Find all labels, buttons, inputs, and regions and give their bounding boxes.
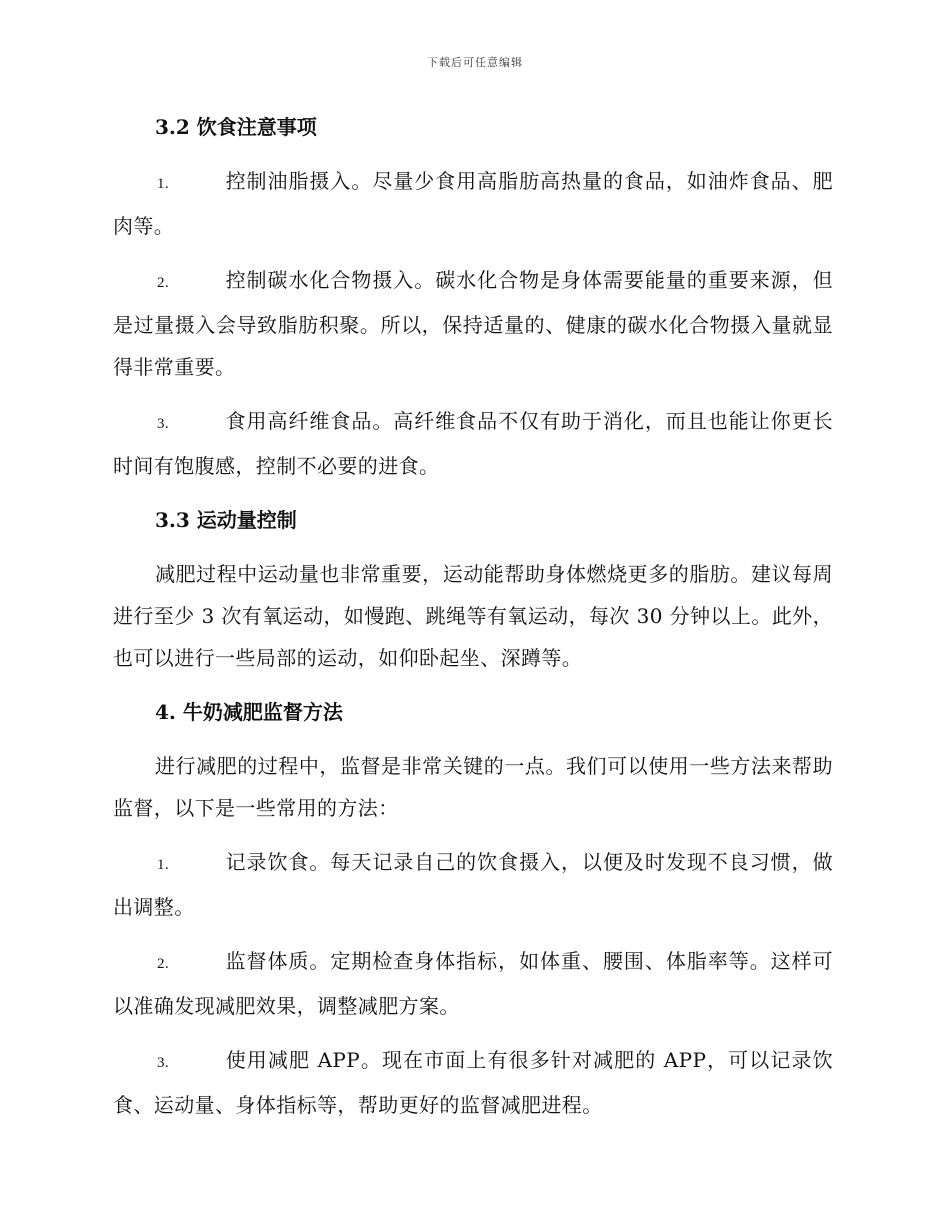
list-text: 使用减肥 APP。现在市面上有很多针对减肥的 APP，可以记录饮食、运动量、身体指标等，帮助更好的监督减肥进程。 [113, 1048, 833, 1117]
list-item [113, 841, 833, 928]
list-item [113, 259, 833, 388]
list-text: 控制碳水化合物摄入。碳水化合物是身体需要能量的重要来源，但是过量摄入会导致脂肪积聚。所以，保持适量的、健康的碳水化合物摄入量就显得非常重要。 [113, 268, 833, 379]
section-title-supervision: 4. 牛奶减肥监督方法 [155, 700, 343, 724]
section-title-diet: 3.2 饮食注意事项 [155, 115, 317, 139]
list-item [113, 1039, 833, 1126]
list-text: 记录饮食。每天记录自己的饮食摄入，以便及时发现不良习惯，做出调整。 [113, 850, 833, 919]
section-title-exercise: 3.3 运动量控制 [155, 508, 297, 532]
list-item [113, 160, 833, 247]
list-item [113, 940, 833, 1027]
list-text: 控制油脂摄入。尽量少食用高脂肪高热量的食品，如油炸食品、肥肉等。 [113, 169, 833, 238]
list-number: 2. [157, 956, 170, 972]
list-number: 3. [157, 1055, 170, 1071]
page-header: 下载后可任意编辑 [427, 56, 523, 69]
list-item [113, 400, 833, 487]
exercise-paragraph: 减肥过程中运动量也非常重要，运动能帮助身体燃烧更多的脂肪。建议每周进行至少 3 次有氧运动，如慢跑、跳绳等有氧运动，每次 30 分钟以上。此外，也可以进行一些局部的运动，如仰卧起坐、深蹲等。 [113, 562, 833, 670]
list-number: 1. [157, 176, 170, 192]
list-text: 监督体质。定期检查身体指标，如体重、腰围、体脂率等。这样可以准确发现减肥效果，调整减肥方案。 [113, 949, 833, 1018]
document-body [113, 110, 833, 1126]
list-number: 2. [157, 275, 170, 291]
list-text: 食用高纤维食品。高纤维食品不仅有助于消化，而且也能让你更长时间有饱腹感，控制不必要的进食。 [113, 409, 833, 478]
list-number: 1. [157, 857, 170, 873]
supervision-intro: 进行减肥的过程中，监督是非常关键的一点。我们可以使用一些方法来帮助监督，以下是一些常用的方法： [113, 754, 833, 820]
list-number: 3. [157, 416, 170, 432]
